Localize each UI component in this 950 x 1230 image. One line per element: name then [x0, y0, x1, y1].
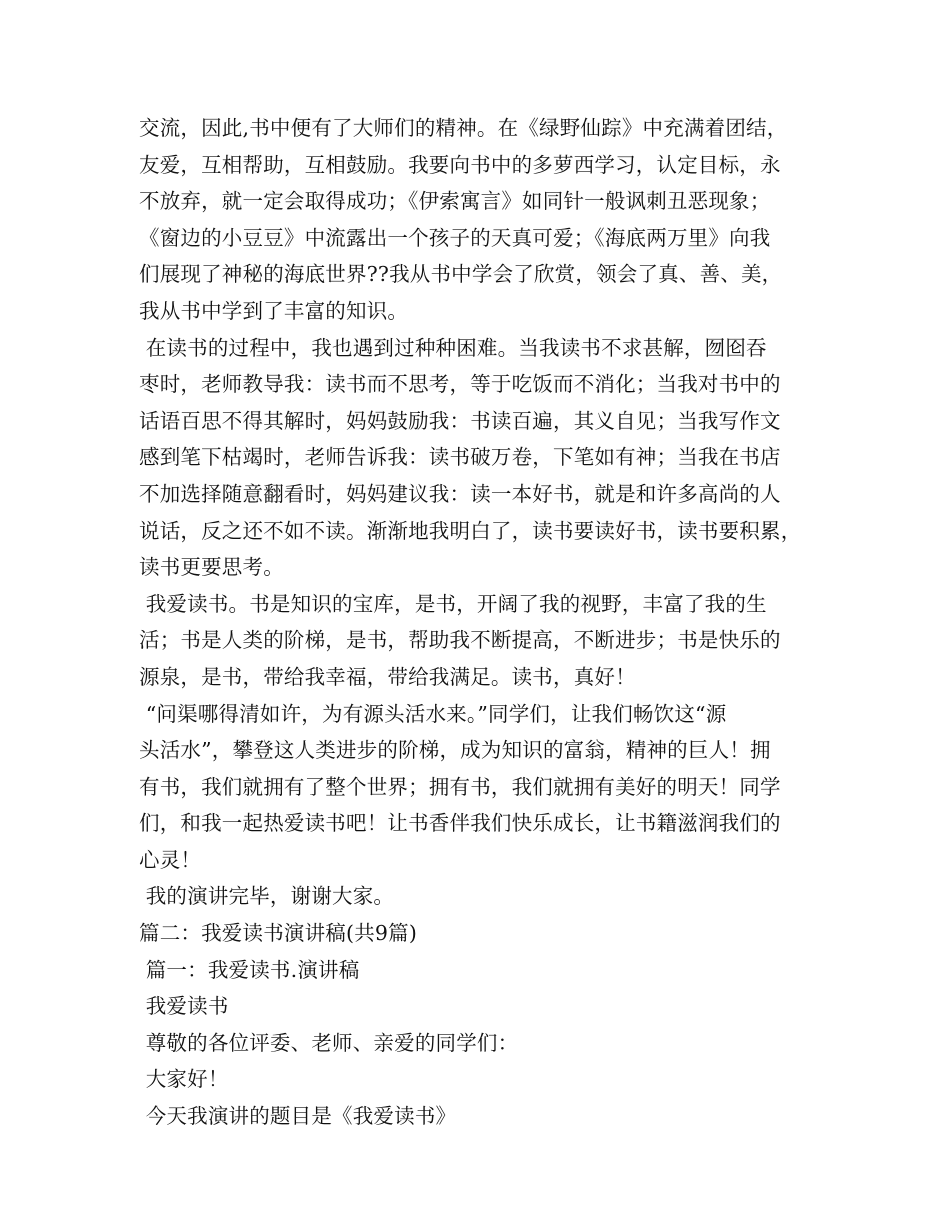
text-line: 话语百思不得其解时，妈妈鼓励我：书读百遍，其义自见；当我写作文 — [139, 408, 781, 433]
text-line: 我的演讲完毕，谢谢大家。 — [139, 884, 395, 909]
text-line: 头活水”，攀登这人类进步的阶梯，成为知识的富翁，精神的巨人！拥 — [139, 738, 771, 763]
text-line: 友爱，互相帮助，互相鼓励。我要向书中的多萝西学习，认定目标，永 — [139, 152, 781, 177]
document-body — [139, 110, 829, 1135]
text-line: “问渠哪得清如许，为有源头活水来。”同学们，让我们畅饮这“源 — [139, 701, 727, 726]
text-line: 读书更要思考。 — [139, 555, 284, 580]
text-line: 交流，因此,书中便有了大师们的精神。在《绿野仙踪》中充满着团结， — [139, 116, 788, 140]
text-line: 有书，我们就拥有了整个世界；拥有书，我们就拥有美好的明天！同学 — [139, 774, 781, 799]
text-line: 《窗边的小豆豆》中流露出一个孩子的天真可爱；《海底两万里》向我 — [139, 225, 771, 250]
text-line: 说话，反之还不如不读。渐渐地我明白了，读书要读好书，读书要积累， — [139, 518, 802, 543]
text-line: 枣时，老师教导我：读书而不思考，等于吃饭而不消化；当我对书中的 — [139, 372, 781, 397]
text-line: 不加选择随意翻看时，妈妈建议我：读一本好书，就是和许多高尚的人 — [139, 481, 781, 506]
text-line: 今天我演讲的题目是《我爱读书》 — [139, 1104, 457, 1129]
text-line: 感到笔下枯竭时，老师告诉我：读书破万卷，下笔如有神；当我在书店 — [139, 445, 781, 470]
text-line: 在读书的过程中，我也遇到过种种困难。当我读书不求甚解，囫囵吞 — [139, 335, 767, 360]
text-line: 尊敬的各位评委、老师、亲爱的同学们： — [139, 1030, 519, 1055]
text-line: 源泉，是书，带给我幸福，带给我满足。读书，真好！ — [139, 664, 636, 689]
section-heading: 篇二：我爱读书演讲稿(共9篇) — [139, 921, 418, 946]
subsection-heading: 篇一：我爱读书.演讲稿 — [139, 957, 360, 982]
text-line: 不放弃，就一定会取得成功；《伊索寓言》如同针一般讽刺丑恶现象； — [139, 189, 771, 214]
text-line: 们展现了神秘的海底世界??我从书中学会了欣赏，领会了真、善、美， — [139, 262, 783, 287]
text-line: 我爱读书。书是知识的宝库，是书，开阔了我的视野，丰富了我的生 — [139, 591, 767, 616]
text-line: 们，和我一起热爱读书吧！让书香伴我们快乐成长，让书籍滋润我们的 — [139, 811, 781, 836]
speech-title: 我爱读书 — [139, 994, 229, 1019]
text-line: 大家好！ — [139, 1067, 229, 1092]
text-line: 心灵！ — [139, 847, 202, 872]
text-line: 我从书中学到了丰富的知识。 — [139, 298, 409, 323]
text-line: 活；书是人类的阶梯，是书，帮助我不断提高，不断进步；书是快乐的 — [139, 628, 781, 653]
